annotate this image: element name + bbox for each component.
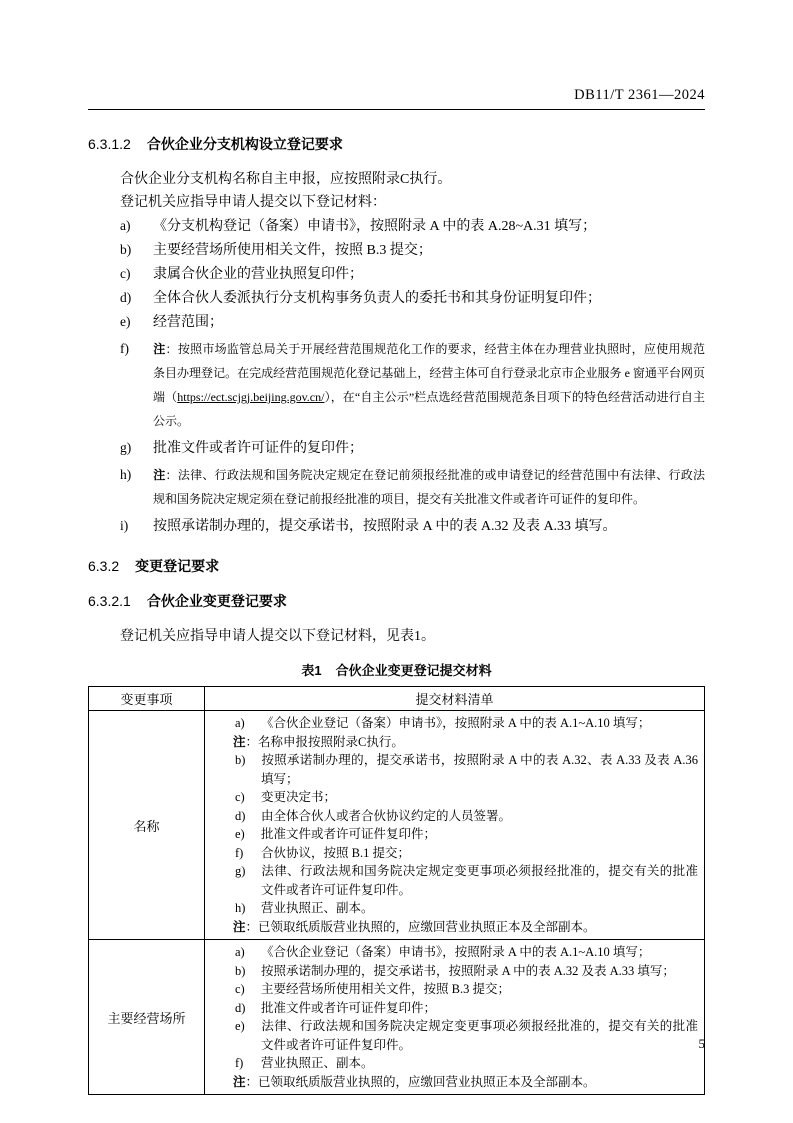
table-line-h [205, 899, 698, 918]
item-label: b) [235, 963, 246, 978]
item-text: 经营范围； [153, 315, 223, 330]
item-label: a) [235, 716, 245, 730]
row-category-premises: 主要经营场所 [89, 940, 205, 1095]
table-note [205, 733, 698, 752]
header-rule [88, 109, 705, 110]
note-label: 注 [153, 468, 166, 482]
table-line-g [205, 862, 698, 899]
note-text-after-url: ），在“自主公示”栏点选经营范围规范条目项下的特色经营活动进行自主公示。 [153, 390, 705, 428]
item-text: 批准文件或者许可证件复印件； [261, 827, 437, 841]
section-title: 合伙企业变更登记要求 [146, 593, 287, 609]
item-text: 法律、行政法规和国务院决定规定变更事项必须报经批准的，提交有关的批准文件或者许可证件复印件。 [261, 864, 698, 897]
item-label: d) [120, 290, 132, 305]
table-caption-title: 合伙企业变更登记提交材料 [335, 663, 492, 678]
section-heading-6-3-2 [88, 556, 705, 578]
table-note [205, 1073, 698, 1092]
item-text: 批准文件或者许可证件的复印件； [153, 441, 363, 456]
table-line-e [205, 1017, 698, 1054]
item-text: 主要经营场所使用相关文件，按照 B.3 提交； [261, 982, 510, 996]
item-text: 主要经营场所使用相关文件，按照 B.3 提交； [153, 243, 432, 258]
item-label: f) [235, 1056, 244, 1070]
item-text: 变更决定书； [261, 790, 337, 804]
table-note [205, 918, 698, 937]
item-text: 按照承诺制办理的，提交承诺书，按照附录 A 中的表 A.32、表 A.33 及表 A.36 填写； [261, 753, 698, 786]
paragraph-table-intro: 登记机关应指导申请人提交以下登记材料，见表1。 [120, 629, 435, 644]
list-item-b [88, 238, 705, 262]
item-text: 《分支机构登记（备案）申请书》，按照附录 A 中的表 A.28~A.31 填写； [153, 219, 597, 234]
item-label: h) [235, 901, 246, 915]
item-text: 批准文件或者许可证件复印件； [261, 1000, 437, 1015]
note-text: ：已领取纸质版营业执照的，应缴回营业执照正本及全部副本。 [245, 1074, 596, 1089]
item-text: 合伙协议，按照 B.1 提交； [261, 845, 410, 860]
section-number: 6.3.2 [88, 558, 120, 574]
item-label: h) [120, 467, 132, 482]
table-header-row [89, 687, 705, 711]
list-item-d [88, 286, 705, 310]
table-line-a [205, 714, 698, 733]
table-line-d [205, 807, 698, 826]
item-text: 由全体合伙人或者合伙协议约定的人员签署。 [261, 808, 512, 823]
table-header-materials: 提交材料清单 [205, 687, 705, 711]
note-text: ：已领取纸质版营业执照的，应缴回营业执照正本及全部副本。 [245, 919, 596, 934]
note-label: 注 [153, 342, 166, 356]
note-label: 注 [233, 919, 246, 934]
section-title: 合伙企业分支机构设立登记要求 [146, 136, 343, 152]
list-item-i [88, 514, 705, 538]
paragraph-materials-intro: 登记机关应指导申请人提交以下登记材料： [120, 195, 386, 210]
item-label: d) [235, 808, 246, 823]
paragraph-branch-naming: 合伙企业分支机构名称自主申报，应按照附录C执行。 [120, 172, 452, 187]
item-text: 《合伙企业登记（备案）申请书》，按照附录 A 中的表 A.1~A.10 填写； [261, 716, 651, 730]
item-label: c) [235, 790, 245, 804]
table-caption [88, 660, 705, 679]
table-line-b [205, 962, 698, 981]
note-body [153, 468, 705, 506]
table-line-a [205, 943, 698, 962]
page-number: 5 [698, 1036, 705, 1051]
list-item-c [88, 262, 705, 286]
item-label: b) [235, 753, 246, 767]
item-label: e) [235, 1019, 245, 1033]
section-title: 变更登记要求 [135, 558, 220, 574]
note-label: 注 [233, 1074, 246, 1089]
list-item-a [88, 214, 705, 238]
section-heading-6-3-1-2 [88, 134, 705, 156]
item-label: e) [120, 314, 131, 329]
list-item-e [88, 310, 705, 334]
item-label: b) [120, 242, 132, 257]
item-text: 营业执照正、副本。 [261, 901, 374, 915]
item-label: a) [120, 218, 131, 233]
list-item-f-note [88, 337, 705, 433]
section-number: 6.3.2.1 [88, 593, 131, 609]
item-label: f) [235, 845, 244, 860]
doc-code: DB11/T 2361—2024 [574, 87, 705, 103]
note-label: 注 [233, 734, 246, 749]
table-line-e [205, 825, 698, 844]
item-text: 按照承诺制办理的，提交承诺书，按照附录 A 中的表 A.32 及表 A.33 填写。 [153, 519, 617, 534]
note-text: ：名称申报按照附录C执行。 [245, 734, 404, 749]
item-text: 按照承诺制办理的，提交承诺书，按照附录 A 中的表 A.32 及表 A.33 填写； [261, 963, 675, 978]
item-label: f) [120, 341, 129, 356]
item-label: e) [235, 827, 245, 841]
table-line-c [205, 980, 698, 999]
item-label: g) [235, 864, 246, 878]
list-item-g [88, 436, 705, 460]
table-header-change-item: 变更事项 [89, 687, 205, 711]
row-materials-premises [205, 940, 705, 1095]
table-row-name [89, 711, 705, 940]
branch-materials-list [88, 214, 705, 538]
table-line-f [205, 844, 698, 863]
item-text: 《合伙企业登记（备案）申请书》，按照附录 A 中的表 A.1~A.10 填写； [261, 945, 651, 959]
table-line-b [205, 751, 698, 788]
item-text: 法律、行政法规和国务院决定规定变更事项必须报经批准的，提交有关的批准文件或者许可证件复印件。 [261, 1019, 698, 1052]
table-caption-label: 表1 [301, 663, 322, 678]
item-label: c) [120, 266, 131, 281]
item-label: a) [235, 945, 245, 959]
materials-table [88, 686, 705, 1095]
table-line-c [205, 788, 698, 807]
item-text: 全体合伙人委派执行分支机构事务负责人的委托书和其身份证明复印件； [153, 291, 601, 306]
table-line-d [205, 999, 698, 1018]
table-row-premises [89, 940, 705, 1095]
note-text: ：法律、行政法规和国务院决定规定在登记前须报经批准的或申请登记的经营范围中有法律、行政法规和国务院决定规定须在登记前报经批准的项目，提交有关批准文件或者许可证件的复印件。 [153, 468, 705, 506]
portal-url-link[interactable]: https://ect.scjgj.beijing.gov.cn/ [177, 390, 325, 404]
row-materials-name [205, 711, 705, 940]
table-line-f [205, 1054, 698, 1073]
item-label: c) [235, 982, 245, 996]
item-text: 营业执照正、副本。 [261, 1056, 374, 1070]
section-number: 6.3.1.2 [88, 136, 131, 152]
item-label: g) [120, 440, 132, 455]
note-text-before-url: ：按照市场监管总局关于开展经营范围规范化工作的要求，经营主体在办理营业执照时，应使用规范条目办理登记。在完成经营范围规范化登记基础上，经营主体可自行登录北京市企业服务 e 窗通平台网页端（ [153, 342, 705, 404]
page-content [88, 86, 705, 1095]
section-heading-6-3-2-1 [88, 591, 705, 613]
note-body [153, 342, 705, 428]
list-item-h-note [88, 463, 705, 511]
item-text: 隶属合伙企业的营业执照复印件； [153, 267, 363, 282]
row-category-name: 名称 [89, 711, 205, 940]
item-label: d) [235, 1000, 246, 1015]
item-label: i) [120, 518, 129, 533]
